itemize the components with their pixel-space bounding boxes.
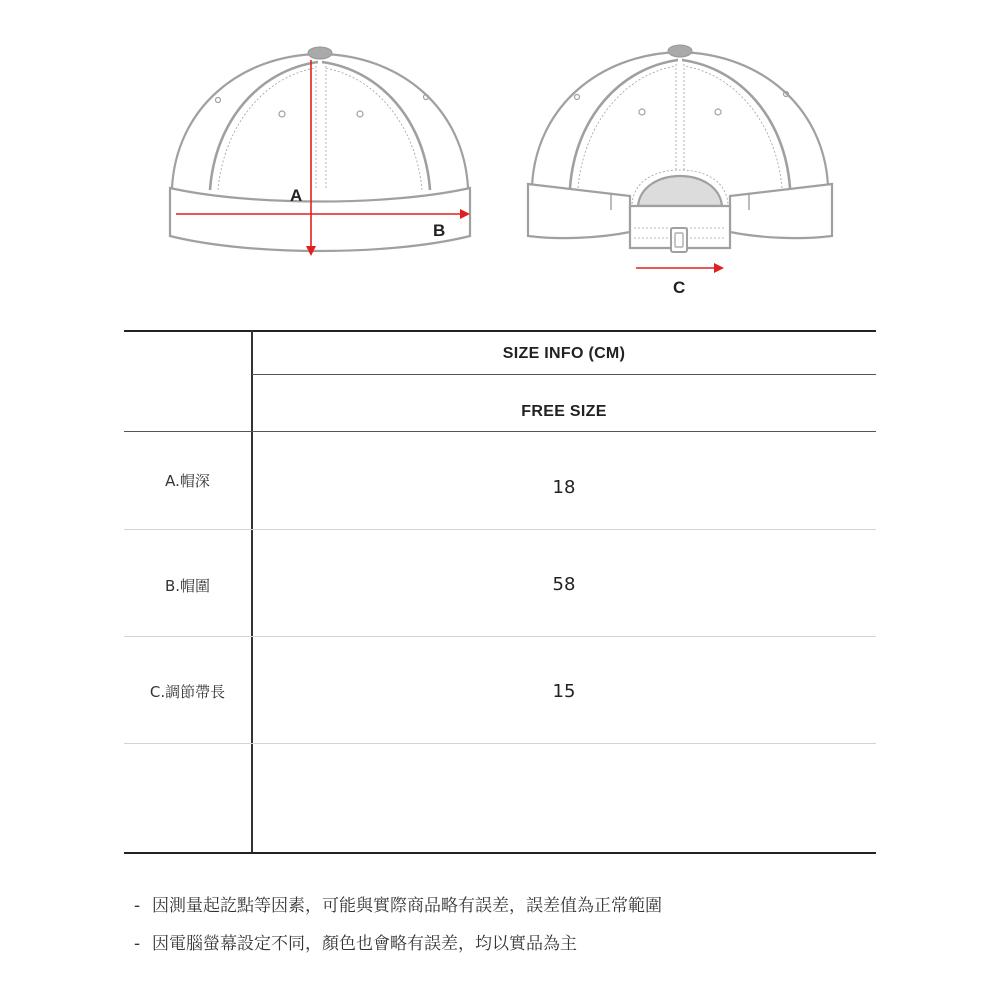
header-bottom-divider [124,431,876,432]
size-info-header: SIZE INFO (CM) [502,345,626,362]
size-table [124,330,876,854]
label-a: A [290,186,303,205]
cap-back-view [528,52,832,252]
header-divider [252,374,876,375]
note-text: 因電腦螢幕設定不同，顏色也會略有誤差，均以實品為主 [152,934,577,954]
top-button-back [668,45,692,57]
row-divider [124,529,876,530]
row-value-strap: 15 [552,681,576,702]
row-value-circumference: 58 [552,574,576,595]
notes-list [134,892,894,968]
row-label-circumference: B.帽圍 [164,577,211,595]
row-label-strap: C.調節帶長 [149,683,226,701]
row-label-depth: A.帽深 [165,472,210,490]
table-top-rule [124,330,876,332]
note-bullet: - [134,896,141,916]
table-bottom-rule [124,852,876,854]
row-divider [124,743,876,744]
free-size-header: FREE SIZE [521,403,607,420]
row-divider [124,636,876,637]
top-button [308,47,332,59]
note-bullet: - [134,934,141,954]
cap-diagrams [0,0,1000,310]
label-c: C [673,278,686,297]
note-item [134,892,894,930]
row-value-depth: 18 [552,477,576,498]
cap-front-view [170,54,470,251]
note-text: 因測量起訖點等因素，可能與實際商品略有誤差，誤差值為正常範圍 [152,896,662,916]
note-item [134,930,894,968]
label-b: B [433,221,446,240]
